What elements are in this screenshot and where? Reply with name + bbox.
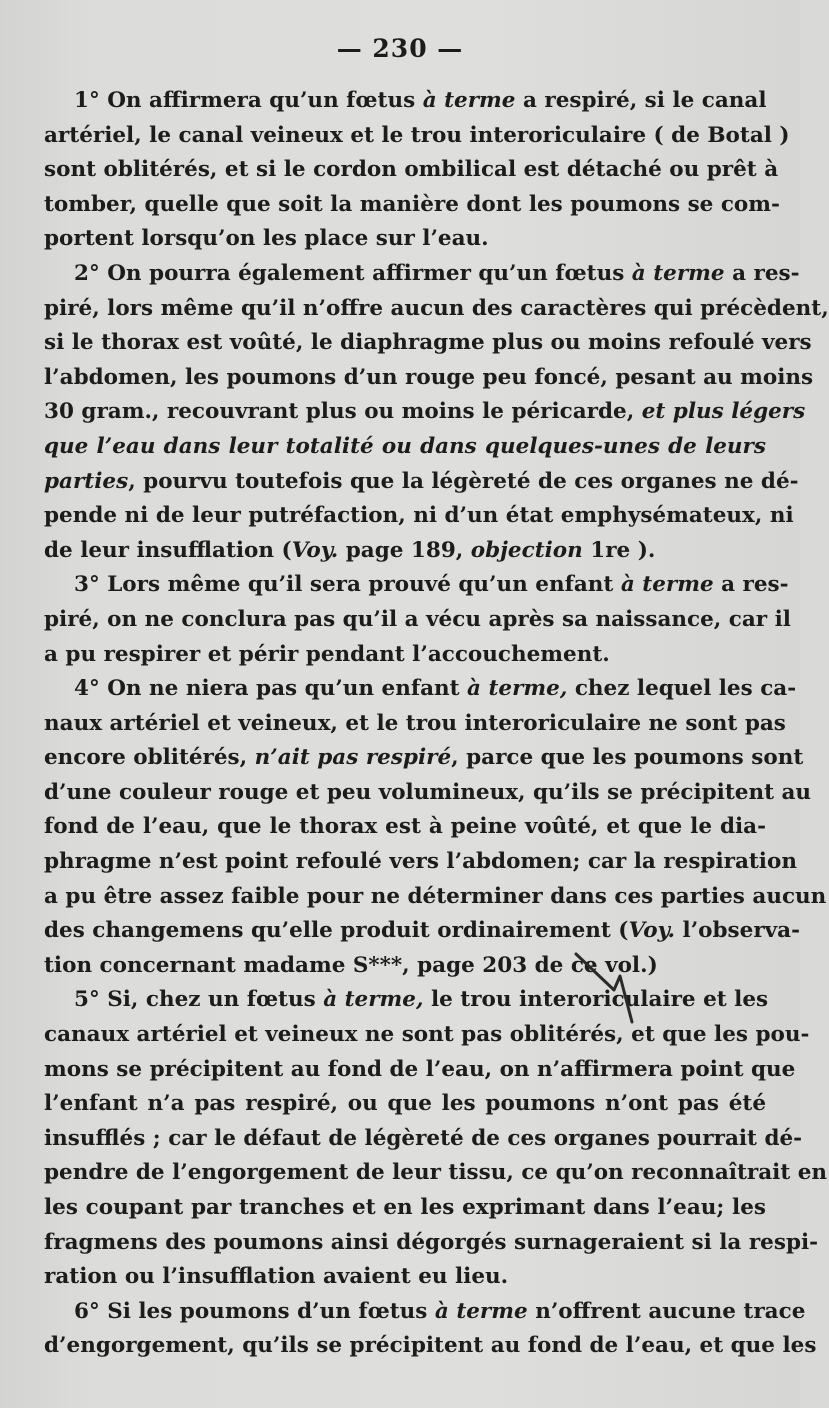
text-line xyxy=(44,153,779,188)
text-line xyxy=(44,741,804,776)
italic-text: à terme xyxy=(620,572,714,598)
text-segment: tion concernant madame S***, page 203 de ce vol.) xyxy=(44,952,658,978)
text-line xyxy=(44,465,799,500)
italic-text: à terme xyxy=(422,88,516,113)
text-line xyxy=(44,361,814,396)
text-line xyxy=(44,672,797,707)
text-segment: a respiré, si le canal xyxy=(515,88,767,113)
text-line xyxy=(44,1053,796,1088)
text-line xyxy=(44,1329,817,1364)
page-number: — 230 — xyxy=(336,34,464,63)
text-line xyxy=(44,1018,810,1053)
italic-text: à terme, xyxy=(323,987,424,1013)
text-line xyxy=(44,603,791,638)
text-segment: les coupant par tranches et en les exprimant dans l’eau; les xyxy=(44,1195,766,1220)
text-line xyxy=(44,430,766,465)
italic-text: que l’eau dans leur totalité ou dans quelques-unes de leurs xyxy=(44,433,766,459)
body-text xyxy=(44,84,829,1364)
pencil-annotation-mark xyxy=(570,946,640,1026)
text-line xyxy=(44,1122,803,1157)
italic-text: à terme, xyxy=(467,676,568,702)
text-line xyxy=(44,188,780,223)
text-segment: sont oblitérés, et si le cordon ombilical est détaché ou prêt à xyxy=(44,157,779,183)
text-segment: l’observa- xyxy=(675,918,801,944)
italic-text: Voy. xyxy=(291,537,339,563)
text-line xyxy=(44,568,789,603)
italic-text: Voy. xyxy=(628,918,676,944)
text-segment: piré, lors même qu’il n’offre aucun des caractères qui précèdent, xyxy=(44,295,829,321)
text-segment: l’enfant n’a pas respiré, ou que les poumons n’ont pas été xyxy=(44,1091,766,1117)
text-line xyxy=(44,845,797,880)
italic-text: parties xyxy=(44,468,129,494)
text-line xyxy=(44,949,766,984)
text-segment: chez lequel les ca- xyxy=(567,676,797,702)
text-segment: l’abdomen, les poumons d’un rouge peu foncé, pesant au moins xyxy=(44,364,814,390)
text-segment: insufflés ; car le défaut de légèreté de ces organes pourrait dé- xyxy=(44,1125,803,1151)
text-segment: a res- xyxy=(724,260,800,286)
text-line xyxy=(44,499,794,534)
text-segment: 2° On pourra également affirmer qu’un fœtus xyxy=(74,260,632,286)
text-line xyxy=(44,222,766,257)
text-line xyxy=(44,84,766,119)
text-line xyxy=(44,1156,828,1191)
text-line xyxy=(44,119,790,154)
text-line xyxy=(44,395,806,430)
text-segment: si le thorax est voûté, le diaphragme plus ou moins refoulé vers xyxy=(44,330,812,356)
text-line xyxy=(44,707,786,742)
text-line xyxy=(44,810,766,845)
text-segment: 30 gram., recouvrant plus ou moins le péricarde, xyxy=(44,399,642,425)
text-segment: 5° Si, chez un fœtus xyxy=(74,987,324,1013)
text-segment: mons se précipitent au fond de l’eau, on n’affirmera point que xyxy=(44,1056,796,1082)
text-segment: naux artériel et veineux, et le trou interoriculaire ne sont pas xyxy=(44,710,786,736)
italic-text: et plus légers xyxy=(641,399,806,425)
text-segment: , parce que les poumons sont xyxy=(451,745,804,771)
text-line xyxy=(44,983,769,1018)
text-line xyxy=(44,1295,806,1330)
text-segment: tomber, quelle que soit la manière dont les poumons se com- xyxy=(44,191,780,217)
text-segment: d’une couleur rouge et peu volumineux, qu’ils se précipitent au xyxy=(44,779,812,805)
text-line xyxy=(44,638,766,673)
text-line xyxy=(44,1260,766,1295)
text-line xyxy=(44,914,801,949)
italic-text: n’ait pas respiré xyxy=(254,745,452,771)
text-line xyxy=(44,880,827,915)
text-segment: 6° Si les poumons d’un fœtus xyxy=(74,1298,435,1324)
text-line xyxy=(44,257,800,292)
text-line xyxy=(44,292,829,327)
text-segment: phragme n’est point refoulé vers l’abdomen; car la respiration xyxy=(44,849,797,875)
text-segment: pende ni de leur putréfaction, ni d’un état emphysémateux, ni xyxy=(44,503,794,529)
italic-text: objection xyxy=(470,537,583,563)
text-segment: n’offrent aucune trace xyxy=(527,1298,806,1324)
italic-text: à terme xyxy=(434,1298,528,1324)
text-segment: le trou interoriculaire et les xyxy=(423,987,769,1013)
text-line xyxy=(44,1226,819,1261)
text-segment: d’engorgement, qu’ils se précipitent au fond de l’eau, et que les xyxy=(44,1333,817,1359)
text-segment: fond de l’eau, que le thorax est à peine voûté, et que le dia- xyxy=(44,814,766,840)
text-segment: , pourvu toutefois que la légèreté de ces organes ne dé- xyxy=(128,468,799,494)
text-line xyxy=(44,534,766,569)
text-segment: pendre de l’engorgement de leur tissu, ce qu’on reconnaîtrait en xyxy=(44,1160,828,1186)
text-segment: 1re ). xyxy=(582,537,656,563)
text-line xyxy=(44,1087,766,1122)
text-segment: 1° On affirmera qu’un fœtus xyxy=(74,88,423,113)
text-segment: encore oblitérés, xyxy=(44,745,255,771)
text-segment: a pu être assez faible pour ne déterminer dans ces parties aucun xyxy=(44,883,827,909)
italic-text: à terme xyxy=(631,260,725,286)
text-segment: 3° Lors même qu’il sera prouvé qu’un enfant xyxy=(74,572,621,598)
text-segment: 4° On ne niera pas qu’un enfant xyxy=(74,676,468,702)
text-segment: a res- xyxy=(713,572,789,598)
text-line xyxy=(44,1191,766,1226)
text-line xyxy=(44,326,812,361)
text-segment: page 189, xyxy=(338,537,471,563)
text-segment: artériel, le canal veineux et le trou interoriculaire ( de Botal ) xyxy=(44,122,790,148)
text-line xyxy=(44,776,812,811)
text-segment: piré, on ne conclura pas qu’il a vécu après sa naissance, car il xyxy=(44,606,791,632)
text-segment: de leur insufflation ( xyxy=(44,537,292,563)
text-segment: portent lorsqu’on les place sur l’eau. xyxy=(44,226,489,252)
text-segment: fragmens des poumons ainsi dégorgés surnageraient si la respi- xyxy=(44,1229,819,1255)
text-segment: ration ou l’insufflation avaient eu lieu. xyxy=(44,1264,509,1290)
text-segment: a pu respirer et périr pendant l’accouchement. xyxy=(44,641,610,667)
text-segment: des changemens qu’elle produit ordinairement ( xyxy=(44,918,629,944)
text-segment: canaux artériel et veineux ne sont pas oblitérés, et que les pou- xyxy=(44,1022,810,1048)
